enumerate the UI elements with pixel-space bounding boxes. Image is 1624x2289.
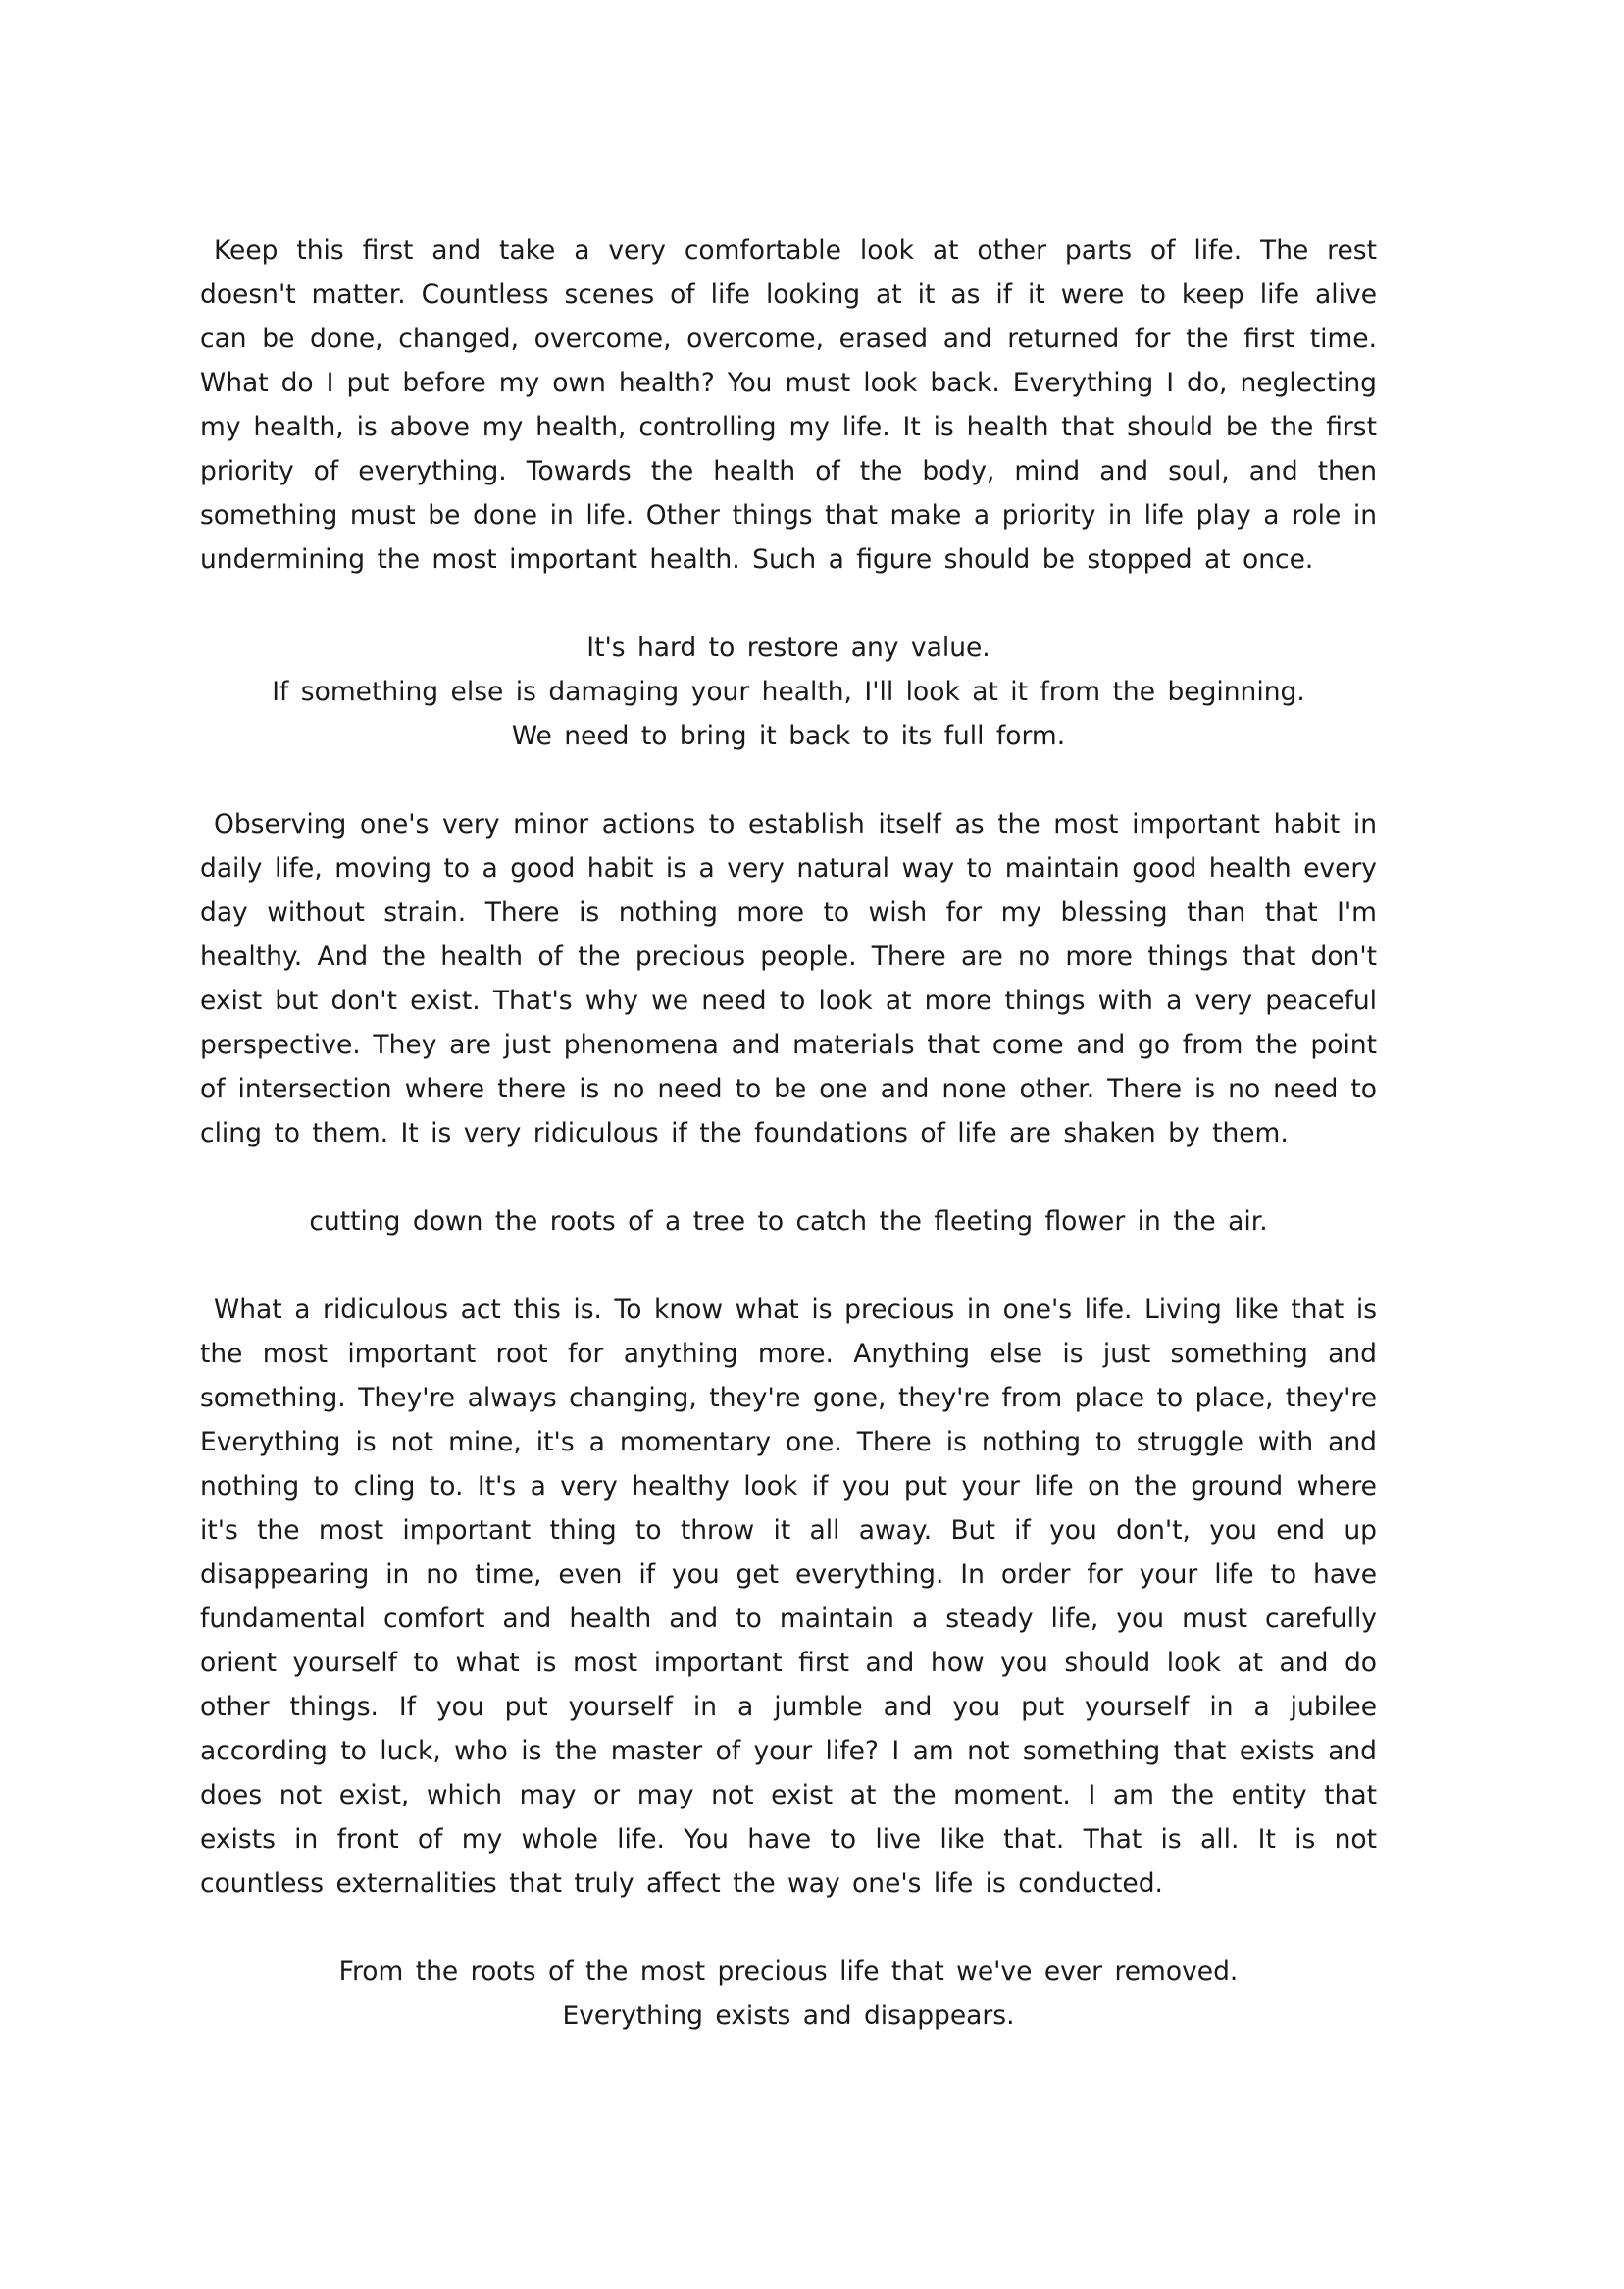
verse-3-line-2: Everything exists and disappears.: [562, 2001, 1015, 2031]
verse-3: [200, 1950, 1377, 2038]
spacer: [200, 582, 1377, 626]
verse-2-line-1: cutting down the roots of a tree to catch the fleeting flower in the air.: [309, 1206, 1268, 1237]
paragraph-2: Observing one's very minor actions to establish itself as the most important habit in daily life, moving to a good habit is a very natural way to maintain good health every day without strain. There is nothing more to wish for my blessing than that I'm healthy. And the health of the precious people. There are no more things that don't exist but don't exist. That's why we need to look at more things with a very peaceful perspective. They are just phenomena and materials that come and go from the point of intersection where there is no need to be one and none other. There is no need to cling to them. It is very ridiculous if the foundations of life are shaken by them.: [200, 809, 1377, 1148]
verse-2: [200, 1199, 1377, 1244]
paragraph-1: Keep this first and take a very comfortable look at other parts of life. The rest doesn't matter. Countless scenes of life looking at it as if it were to keep life alive can be done, changed, overcome, overcome, erased and returned for the first time. What do I put before my own health? You must look back. Everything I do, neglecting my health, is above my health, controlling my life. It is health that should be the first priority of everything. Towards the health of the body, mind and soul, and then something must be done in life. Other things that make a priority in life play a role in undermining the most important health. Such a figure should be stopped at once.: [200, 235, 1377, 575]
paragraph-3: What a ridiculous act this is. To know what is precious in one's life. Living like that is the most important root for anything more. Anything else is just something and something. They're always changing, they're gone, they're from place to place, they're Everything is not mine, it's a momentary one. There is nothing to struggle with and nothing to cling to. It's a very healthy look if you put your life on the ground where it's the most important thing to throw it all away. But if you don't, you end up disappearing in no time, even if you get everything. In order for your life to have fundamental comfort and health and to maintain a steady life, you must carefully orient yourself to what is most important first and how you should look at and do other things. If you put yourself in a jumble and you put yourself in a jubilee according to luck, who is the master of your life? I am not something that exists and does not exist, which may or may not exist at the moment. I am the entity that exists in front of my whole life. You have to live like that. That is all. It is not countless externalities that truly affect the way one's life is conducted.: [200, 1295, 1377, 1899]
verse-3-line-1: From the roots of the most precious life that we've ever removed.: [338, 1957, 1239, 1987]
verse-1: [200, 626, 1377, 758]
spacer: [200, 758, 1377, 802]
spacer: [200, 1244, 1377, 1288]
spacer: [200, 1906, 1377, 1950]
spacer: [200, 1155, 1377, 1199]
verse-1-line-2: If something else is damaging your health, I'll look at it from the beginning.: [272, 677, 1305, 707]
verse-1-line-1: It's hard to restore any value.: [586, 633, 990, 663]
verse-1-line-3: We need to bring it back to its full form.: [511, 721, 1066, 751]
document-body: [200, 229, 1377, 2038]
